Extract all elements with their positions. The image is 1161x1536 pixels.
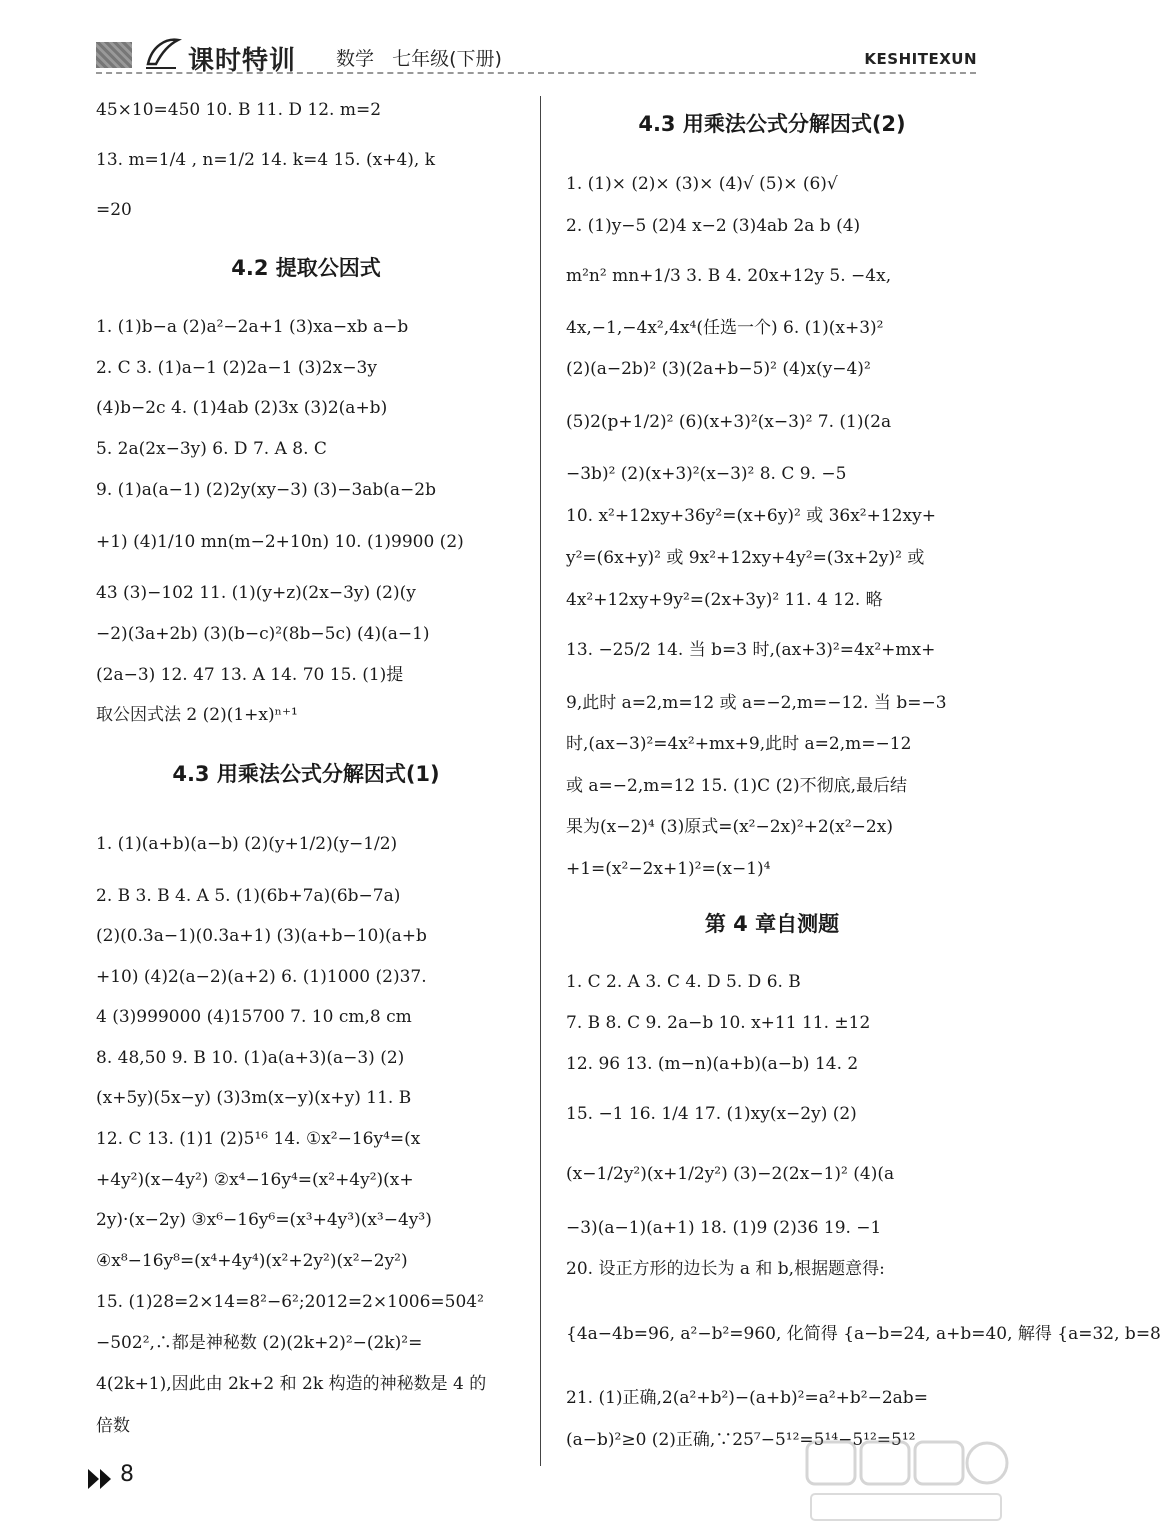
answer-line: (a−b)²≥0 (2)正确,∵25⁷−5¹²=5¹⁴−5¹²=5¹² (566, 1430, 916, 1450)
answer-line: (2)(a−2b)² (3)(2a+b−5)² (4)x(y−4)² (566, 359, 871, 379)
header-subject-grade (336, 44, 502, 71)
answer-line: (x+5y)(5x−y) (3)3m(x−y)(x+y) 11. B (96, 1088, 412, 1108)
answer-line: −502²,∴都是神秘数 (2)(2k+2)²−(2k)²= (96, 1333, 423, 1353)
header-grade: 七年级(下册) (392, 48, 502, 70)
answer-line: 或 a=−2,m=12 15. (1)C (2)不彻底,最后结 (566, 776, 908, 796)
header-rule (96, 72, 976, 74)
section-title-chapter-test: 第 4 章自测题 (704, 912, 840, 936)
answer-line: 10. x²+12xy+36y²=(x+6y)² 或 36x²+12xy+ (566, 506, 936, 526)
answer-line: 1. C 2. A 3. C 4. D 5. D 6. B (566, 972, 801, 992)
answer-line: 倍数 (96, 1416, 130, 1436)
answer-line: 5. 2a(2x−3y) 6. D 7. A 8. C (96, 439, 327, 459)
answer-line: 2. C 3. (1)a−1 (2)2a−1 (3)2x−3y (96, 358, 377, 378)
answer-line: 7. B 8. C 9. 2a−b 10. x+11 11. ±12 (566, 1013, 871, 1033)
answer-line: 9. (1)a(a−1) (2)2y(xy−3) (3)−3ab(a−2b (96, 480, 436, 500)
answer-line: +1=(x²−2x+1)²=(x−1)⁴ (566, 859, 771, 879)
answer-line: 1. (1)b−a (2)a²−2a+1 (3)xa−xb a−b (96, 317, 409, 337)
answer-line: m²n² mn+1/3 3. B 4. 20x+12y 5. −4x, (566, 266, 892, 286)
answer-line: −3)(a−1)(a+1) 18. (1)9 (2)36 19. −1 (566, 1218, 882, 1238)
watermark-logo-icon (801, 1436, 1011, 1528)
answer-line: 21. (1)正确,2(a²+b²)−(a+b)²=a²+b²−2ab= (566, 1388, 928, 1408)
answer-line: 12. C 13. (1)1 (2)5¹⁶ 14. ①x²−16y⁴=(x (96, 1129, 421, 1149)
answer-line: 2. (1)y−5 (2)4 x−2 (3)4ab 2a b (4) (566, 216, 861, 236)
answer-line: 4(2k+1),因此由 2k+2 和 2k 构造的神秘数是 4 的 (96, 1374, 487, 1394)
section-title-4-3-2: 4.3 用乘法公式分解因式(2) (638, 112, 906, 136)
equation-system-line: {4a−4b=96, a²−b²=960, 化简得 {a−b=24, a+b=40, 解得 {a=32, b=8 (566, 1324, 1161, 1344)
answer-line: y²=(6x+y)² 或 9x²+12xy+4y²=(3x+2y)² 或 (566, 548, 925, 568)
column-divider (540, 96, 541, 1466)
answer-line: 12. 96 13. (m−n)(a+b)(a−b) 14. 2 (566, 1054, 859, 1074)
answer-line: +4y²)(x−4y²) ②x⁴−16y⁴=(x²+4y²)(x+ (96, 1170, 414, 1190)
answer-line: 4x,−1,−4x²,4x⁴(任选一个) 6. (1)(x+3)² (566, 318, 884, 338)
answer-line: 4 (3)999000 (4)15700 7. 10 cm,8 cm (96, 1007, 412, 1027)
answer-line: 15. (1)28=2×14=8²−6²;2012=2×1006=504² (96, 1292, 484, 1312)
answer-line: +10) (4)2(a−2)(a+2) 6. (1)1000 (2)37. (96, 967, 427, 987)
answer-line: 43 (3)−102 11. (1)(y+z)(2x−3y) (2)(y (96, 583, 416, 603)
answer-line: 4x²+12xy+9y²=(2x+3y)² 11. 4 12. 略 (566, 590, 883, 610)
answer-line: (2a−3) 12. 47 13. A 14. 70 15. (1)提 (96, 665, 404, 685)
answer-line: (x−1/2y²)(x+1/2y²) (3)−2(2x−1)² (4)(a (566, 1164, 895, 1184)
header-brand: 课时特训 (188, 46, 297, 76)
page-number: 8 (120, 1462, 134, 1487)
answer-line: 时,(ax−3)²=4x²+mx+9,此时 a=2,m=−12 (566, 734, 912, 754)
answer-line: 13. −25/2 14. 当 b=3 时,(ax+3)²=4x²+mx+ (566, 640, 936, 660)
answer-line: =20 (96, 200, 132, 220)
answer-line: 1. (1)× (2)× (3)× (4)√ (5)× (6)√ (566, 174, 838, 194)
double-arrow-icon (86, 1466, 116, 1492)
section-title-4-3-1: 4.3 用乘法公式分解因式(1) (172, 762, 440, 786)
answer-line: 45×10=450 10. B 11. D 12. m=2 (96, 100, 382, 120)
answer-line: 9,此时 a=2,m=12 或 a=−2,m=−12. 当 b=−3 (566, 693, 947, 713)
answer-line: 13. m=1/4 , n=1/2 14. k=4 15. (x+4), k (96, 150, 435, 170)
answer-line: (5)2(p+1/2)² (6)(x+3)²(x−3)² 7. (1)(2a (566, 412, 892, 432)
answer-line: 2. B 3. B 4. A 5. (1)(6b+7a)(6b−7a) (96, 886, 401, 906)
answer-line: 果为(x−2)⁴ (3)原式=(x²−2x)²+2(x²−2x) (566, 817, 893, 837)
section-title-4-2: 4.2 提取公因式 (231, 256, 381, 280)
answer-line: +1) (4)1/10 mn(m−2+10n) 10. (1)9900 (2) (96, 532, 464, 552)
answer-line: 取公因式法 2 (2)(1+x)ⁿ⁺¹ (96, 705, 298, 725)
answer-line: ④x⁸−16y⁸=(x⁴+4y⁴)(x²+2y²)(x²−2y²) (96, 1251, 408, 1271)
answer-line: (2)(0.3a−1)(0.3a+1) (3)(a+b−10)(a+b (96, 926, 427, 946)
header-pinyin: KESHITEXUN (864, 50, 977, 68)
answer-line: 20. 设正方形的边长为 a 和 b,根据题意得: (566, 1259, 885, 1279)
answer-line: 15. −1 16. 1/4 17. (1)xy(x−2y) (2) (566, 1104, 857, 1124)
header-subject: 数学 (336, 48, 375, 70)
answer-line: −3b)² (2)(x+3)²(x−3)² 8. C 9. −5 (566, 464, 847, 484)
answer-line: (4)b−2c 4. (1)4ab (2)3x (3)2(a+b) (96, 398, 388, 418)
header-pattern-box (96, 42, 132, 68)
answer-line: −2)(3a+2b) (3)(b−c)²(8b−5c) (4)(a−1) (96, 624, 430, 644)
answer-line: 1. (1)(a+b)(a−b) (2)(y+1/2)(y−1/2) (96, 834, 398, 854)
pen-logo-icon (142, 34, 182, 72)
page-header (0, 0, 1025, 80)
answer-line: 2y)·(x−2y) ③x⁶−16y⁶=(x³+4y³)(x³−4y³) (96, 1210, 432, 1230)
answer-line: 8. 48,50 9. B 10. (1)a(a+3)(a−3) (2) (96, 1048, 405, 1068)
